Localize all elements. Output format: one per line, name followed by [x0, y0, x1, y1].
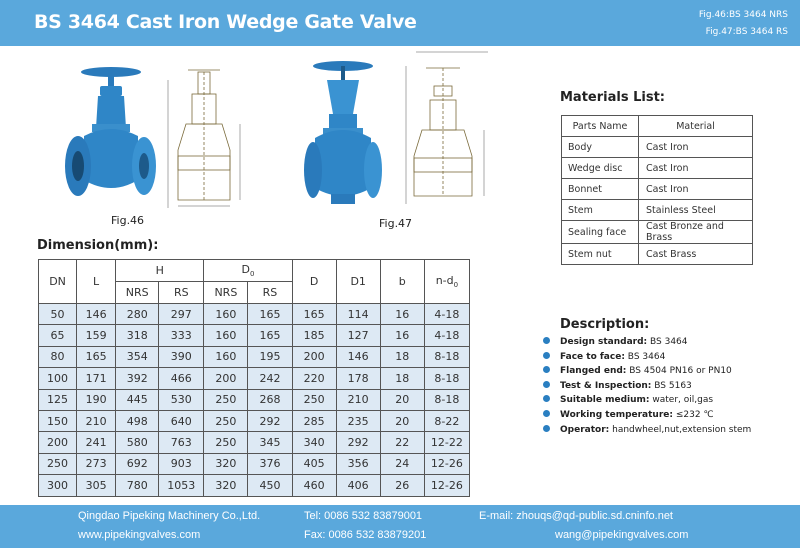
description-list: [543, 335, 751, 437]
table-cell: 160: [204, 346, 248, 367]
table-cell: 406: [336, 475, 380, 496]
table-row: [562, 137, 753, 158]
company-name: Qingdao Pipeking Machinery Co.,Ltd.: [78, 510, 261, 522]
table-cell: 200: [39, 432, 77, 453]
page-title: BS 3464 Cast Iron Wedge Gate Valve: [34, 11, 417, 33]
table-cell: 8-22: [424, 410, 469, 431]
description-label: Design standard:: [560, 337, 648, 347]
table-row: [562, 244, 753, 265]
part-name-cell: Stem: [562, 200, 639, 221]
col-d0-rs: RS: [248, 282, 292, 304]
table-cell: 50: [39, 304, 77, 325]
tel-number: Tel: 0086 532 83879001: [304, 510, 423, 522]
table-cell: 466: [159, 368, 204, 389]
table-cell: 8-18: [424, 389, 469, 410]
table-cell: 200: [204, 368, 248, 389]
table-cell: 903: [159, 453, 204, 474]
table-cell: 165: [77, 346, 116, 367]
dimension-header-row: [39, 260, 470, 282]
footer-bar: [0, 505, 800, 548]
col-l: L: [77, 260, 116, 304]
table-cell: 20: [380, 410, 424, 431]
table-cell: 160: [204, 304, 248, 325]
dimension-table: [38, 259, 470, 497]
table-row: [562, 221, 753, 244]
table-row: [562, 158, 753, 179]
table-cell: 114: [336, 304, 380, 325]
table-cell: 320: [204, 453, 248, 474]
table-cell: 4-18: [424, 304, 469, 325]
table-cell: 8-18: [424, 368, 469, 389]
description-value: BS 3464: [627, 351, 666, 362]
description-label: Flanged end:: [560, 366, 627, 377]
table-cell: 333: [159, 325, 204, 346]
table-row: [39, 432, 470, 453]
material-cell: Cast Iron: [639, 158, 753, 179]
material-cell: Stainless Steel: [639, 200, 753, 221]
material-cell: Cast Iron: [639, 137, 753, 158]
fax-number: Fax: 0086 532 83879201: [304, 529, 427, 541]
bullet-icon: [543, 395, 550, 402]
col-h: H: [116, 260, 204, 282]
table-cell: 390: [159, 346, 204, 367]
table-row: [39, 304, 470, 325]
table-cell: 460: [292, 475, 336, 496]
table-cell: 65: [39, 325, 77, 346]
description-title: Description:: [560, 317, 650, 332]
bullet-icon: [543, 381, 550, 388]
table-cell: 1053: [159, 475, 204, 496]
table-cell: 16: [380, 325, 424, 346]
materials-header-row: [562, 116, 753, 137]
col-h-nrs: NRS: [116, 282, 159, 304]
table-cell: 22: [380, 432, 424, 453]
table-row: [39, 368, 470, 389]
col-nd0: $n-d_0$: [424, 260, 469, 304]
table-cell: 171: [77, 368, 116, 389]
materials-table: [561, 115, 753, 265]
col-parts-name: Parts Name: [562, 116, 639, 137]
table-cell: 200: [292, 346, 336, 367]
table-cell: 20: [380, 389, 424, 410]
description-value: BS 3464: [650, 337, 688, 347]
table-cell: 127: [336, 325, 380, 346]
bullet-icon: [543, 352, 550, 359]
table-row: [562, 179, 753, 200]
table-cell: 80: [39, 346, 77, 367]
table-row: [562, 200, 753, 221]
table-cell: 356: [336, 453, 380, 474]
table-cell: 18: [380, 346, 424, 367]
description-label: Suitable medium:: [560, 395, 650, 406]
description-label: Working temperature:: [560, 409, 673, 420]
col-material: Material: [639, 116, 753, 137]
material-cell: Cast Iron: [639, 179, 753, 200]
valve-drawing-rs: [398, 46, 498, 208]
table-cell: 160: [204, 325, 248, 346]
bullet-icon: [543, 337, 550, 344]
table-cell: 146: [77, 304, 116, 325]
table-cell: 450: [248, 475, 292, 496]
col-d: D: [292, 260, 336, 304]
table-row: [39, 453, 470, 474]
table-cell: 292: [336, 432, 380, 453]
table-cell: 405: [292, 453, 336, 474]
table-cell: 18: [380, 368, 424, 389]
col-h-rs: RS: [159, 282, 204, 304]
table-cell: 185: [292, 325, 336, 346]
table-cell: 12-26: [424, 475, 469, 496]
table-cell: 345: [248, 432, 292, 453]
table-cell: 340: [292, 432, 336, 453]
table-cell: 580: [116, 432, 159, 453]
fig46-caption: Fig.46: [111, 214, 145, 227]
bullet-icon: [543, 425, 550, 432]
part-name-cell: Stem nut: [562, 244, 639, 265]
table-cell: 305: [77, 475, 116, 496]
list-item: [543, 335, 751, 350]
table-row: [39, 325, 470, 346]
table-cell: 250: [204, 389, 248, 410]
table-cell: 250: [39, 453, 77, 474]
table-cell: 16: [380, 304, 424, 325]
list-item: [543, 393, 751, 408]
material-cell: Cast Brass: [639, 244, 753, 265]
email2-link[interactable]: wang@pipekingvalves.com: [555, 529, 689, 541]
col-d0-nrs: NRS: [204, 282, 248, 304]
part-name-cell: Body: [562, 137, 639, 158]
materials-table-body: [562, 137, 753, 265]
table-cell: 285: [292, 410, 336, 431]
list-item: [543, 408, 751, 423]
table-cell: 178: [336, 368, 380, 389]
col-dn: DN: [39, 260, 77, 304]
description-label: Operator:: [560, 424, 610, 435]
col-b: b: [380, 260, 424, 304]
table-cell: 4-18: [424, 325, 469, 346]
table-row: [39, 475, 470, 496]
table-cell: 8-18: [424, 346, 469, 367]
table-cell: 763: [159, 432, 204, 453]
table-cell: 220: [292, 368, 336, 389]
description-value: handwheel,nut,extension stem: [612, 424, 752, 435]
part-name-cell: Sealing face: [562, 221, 639, 244]
table-cell: 165: [248, 304, 292, 325]
description-value: water, oil,gas: [652, 395, 714, 406]
table-cell: 165: [292, 304, 336, 325]
table-cell: 12-22: [424, 432, 469, 453]
material-cell: Cast Bronze and Brass: [639, 221, 753, 244]
table-cell: 498: [116, 410, 159, 431]
table-cell: 268: [248, 389, 292, 410]
dimension-table-body: [39, 304, 470, 497]
table-cell: 100: [39, 368, 77, 389]
description-value: ≤232 ℃: [675, 409, 714, 420]
list-item: [543, 364, 751, 379]
table-row: [39, 346, 470, 367]
col-d1: D1: [336, 260, 380, 304]
table-cell: 235: [336, 410, 380, 431]
table-row: [39, 389, 470, 410]
table-cell: 376: [248, 453, 292, 474]
table-cell: 640: [159, 410, 204, 431]
valve-photo-nrs: [64, 62, 156, 212]
table-cell: 318: [116, 325, 159, 346]
description-value: BS 5163: [654, 380, 692, 391]
table-cell: 250: [292, 389, 336, 410]
table-cell: 780: [116, 475, 159, 496]
dimension-title: Dimension(mm):: [37, 238, 159, 253]
description-value: BS 4504 PN16 or PN10: [629, 366, 732, 377]
table-cell: 292: [248, 410, 292, 431]
table-cell: 26: [380, 475, 424, 496]
table-cell: 320: [204, 475, 248, 496]
list-item: [543, 350, 751, 365]
email-link[interactable]: E-mail: zhouqs@qd-public.sd.cninfo.net: [479, 510, 673, 522]
table-cell: 12-26: [424, 453, 469, 474]
table-cell: 125: [39, 389, 77, 410]
table-cell: 159: [77, 325, 116, 346]
table-cell: 250: [204, 410, 248, 431]
table-cell: 150: [39, 410, 77, 431]
bullet-icon: [543, 410, 550, 417]
table-cell: 280: [116, 304, 159, 325]
table-cell: 250: [204, 432, 248, 453]
table-cell: 300: [39, 475, 77, 496]
table-cell: 530: [159, 389, 204, 410]
table-cell: 242: [248, 368, 292, 389]
bullet-icon: [543, 366, 550, 373]
fig47-caption: Fig.47: [379, 217, 413, 230]
description-label: Test & Inspection:: [560, 380, 652, 391]
website-link[interactable]: www.pipekingvalves.com: [78, 529, 201, 541]
table-cell: 297: [159, 304, 204, 325]
part-name-cell: Bonnet: [562, 179, 639, 200]
table-cell: 210: [77, 410, 116, 431]
table-row: [39, 410, 470, 431]
list-item: [543, 379, 751, 394]
table-cell: 354: [116, 346, 159, 367]
materials-title: Materials List:: [560, 90, 665, 105]
table-cell: 210: [336, 389, 380, 410]
col-d0: $D_0$: [204, 260, 292, 282]
table-cell: 165: [248, 325, 292, 346]
description-label: Face to face:: [560, 351, 625, 362]
table-cell: 445: [116, 389, 159, 410]
table-cell: 392: [116, 368, 159, 389]
fig-nrs-label: Fig.46:BS 3464 NRS: [698, 10, 788, 20]
table-cell: 146: [336, 346, 380, 367]
fig-rs-label: Fig.47:BS 3464 RS: [705, 27, 788, 37]
table-cell: 190: [77, 389, 116, 410]
valve-drawing-nrs: [160, 60, 255, 212]
table-cell: 273: [77, 453, 116, 474]
part-name-cell: Wedge disc: [562, 158, 639, 179]
header-bar: [0, 0, 800, 46]
table-cell: 24: [380, 453, 424, 474]
table-cell: 241: [77, 432, 116, 453]
table-cell: 195: [248, 346, 292, 367]
table-cell: 692: [116, 453, 159, 474]
list-item: [543, 423, 751, 438]
valve-photo-rs: [303, 58, 383, 210]
